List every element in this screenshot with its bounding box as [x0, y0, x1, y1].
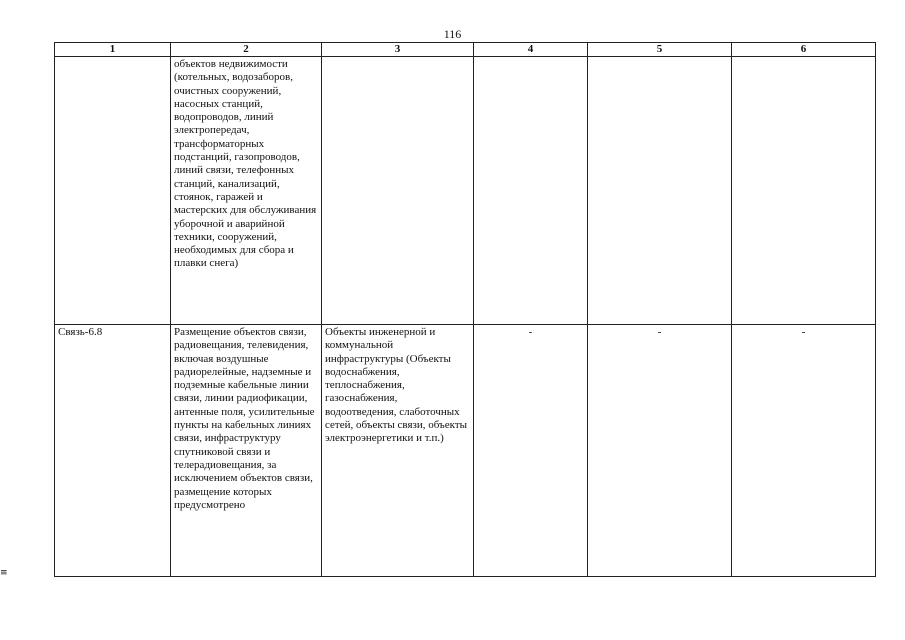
column-header-5: 5 — [588, 43, 732, 57]
column-header-6: 6 — [732, 43, 876, 57]
page-number: 116 — [443, 27, 462, 41]
margin-mark: ≡ — [0, 568, 8, 578]
column-header-4: 4 — [474, 43, 588, 57]
column-header-2: 2 — [171, 43, 322, 57]
cell-code: Связь-6.8 — [55, 325, 171, 577]
column-header-3: 3 — [322, 43, 474, 57]
cell-code — [55, 57, 171, 325]
cell-description: Размещение объектов связи, радиовещания, телевидения, включая воздушные радиорелейные, надземные и подземные кабельные линии связи, линии радиофикации, антенные поля, усилительные пункты на кабельных линиях связи, инфраструктуру спутниковой связи и телерадиовещания, за исключением объектов связи, размещение которых предусмотрено — [171, 325, 322, 577]
cell-col4 — [474, 57, 588, 325]
cell-col5 — [588, 57, 732, 325]
column-header-1: 1 — [55, 43, 171, 57]
cell-description: объектов недвижимости (котельных, водозаборов, очистных сооружений, насосных станций, водопроводов, линий электропередач, трансформаторных подстанций, газопроводов, линий связи, телефонных станций, канализаций, стоянок, гаражей и мастерских для обслуживания уборочной и аварийной техники, сооружений, необходимых для сбора и плавки снега) — [171, 57, 322, 325]
cell-objects — [322, 57, 474, 325]
table-row — [55, 325, 876, 577]
header-row — [55, 43, 876, 57]
table-row — [55, 57, 876, 325]
cell-col5: - — [588, 325, 732, 577]
land-use-table — [54, 42, 876, 577]
cell-col4: - — [474, 325, 588, 577]
cell-col6 — [732, 57, 876, 325]
cell-objects: Объекты инженерной и коммунальной инфраструктуры (Объекты водоснабжения, теплоснабжения, газоснабжения, водоотведения, слаботочных сетей, объекты связи, объекты электроэнергетики и т.п.) — [322, 325, 474, 577]
cell-col6: - — [732, 325, 876, 577]
